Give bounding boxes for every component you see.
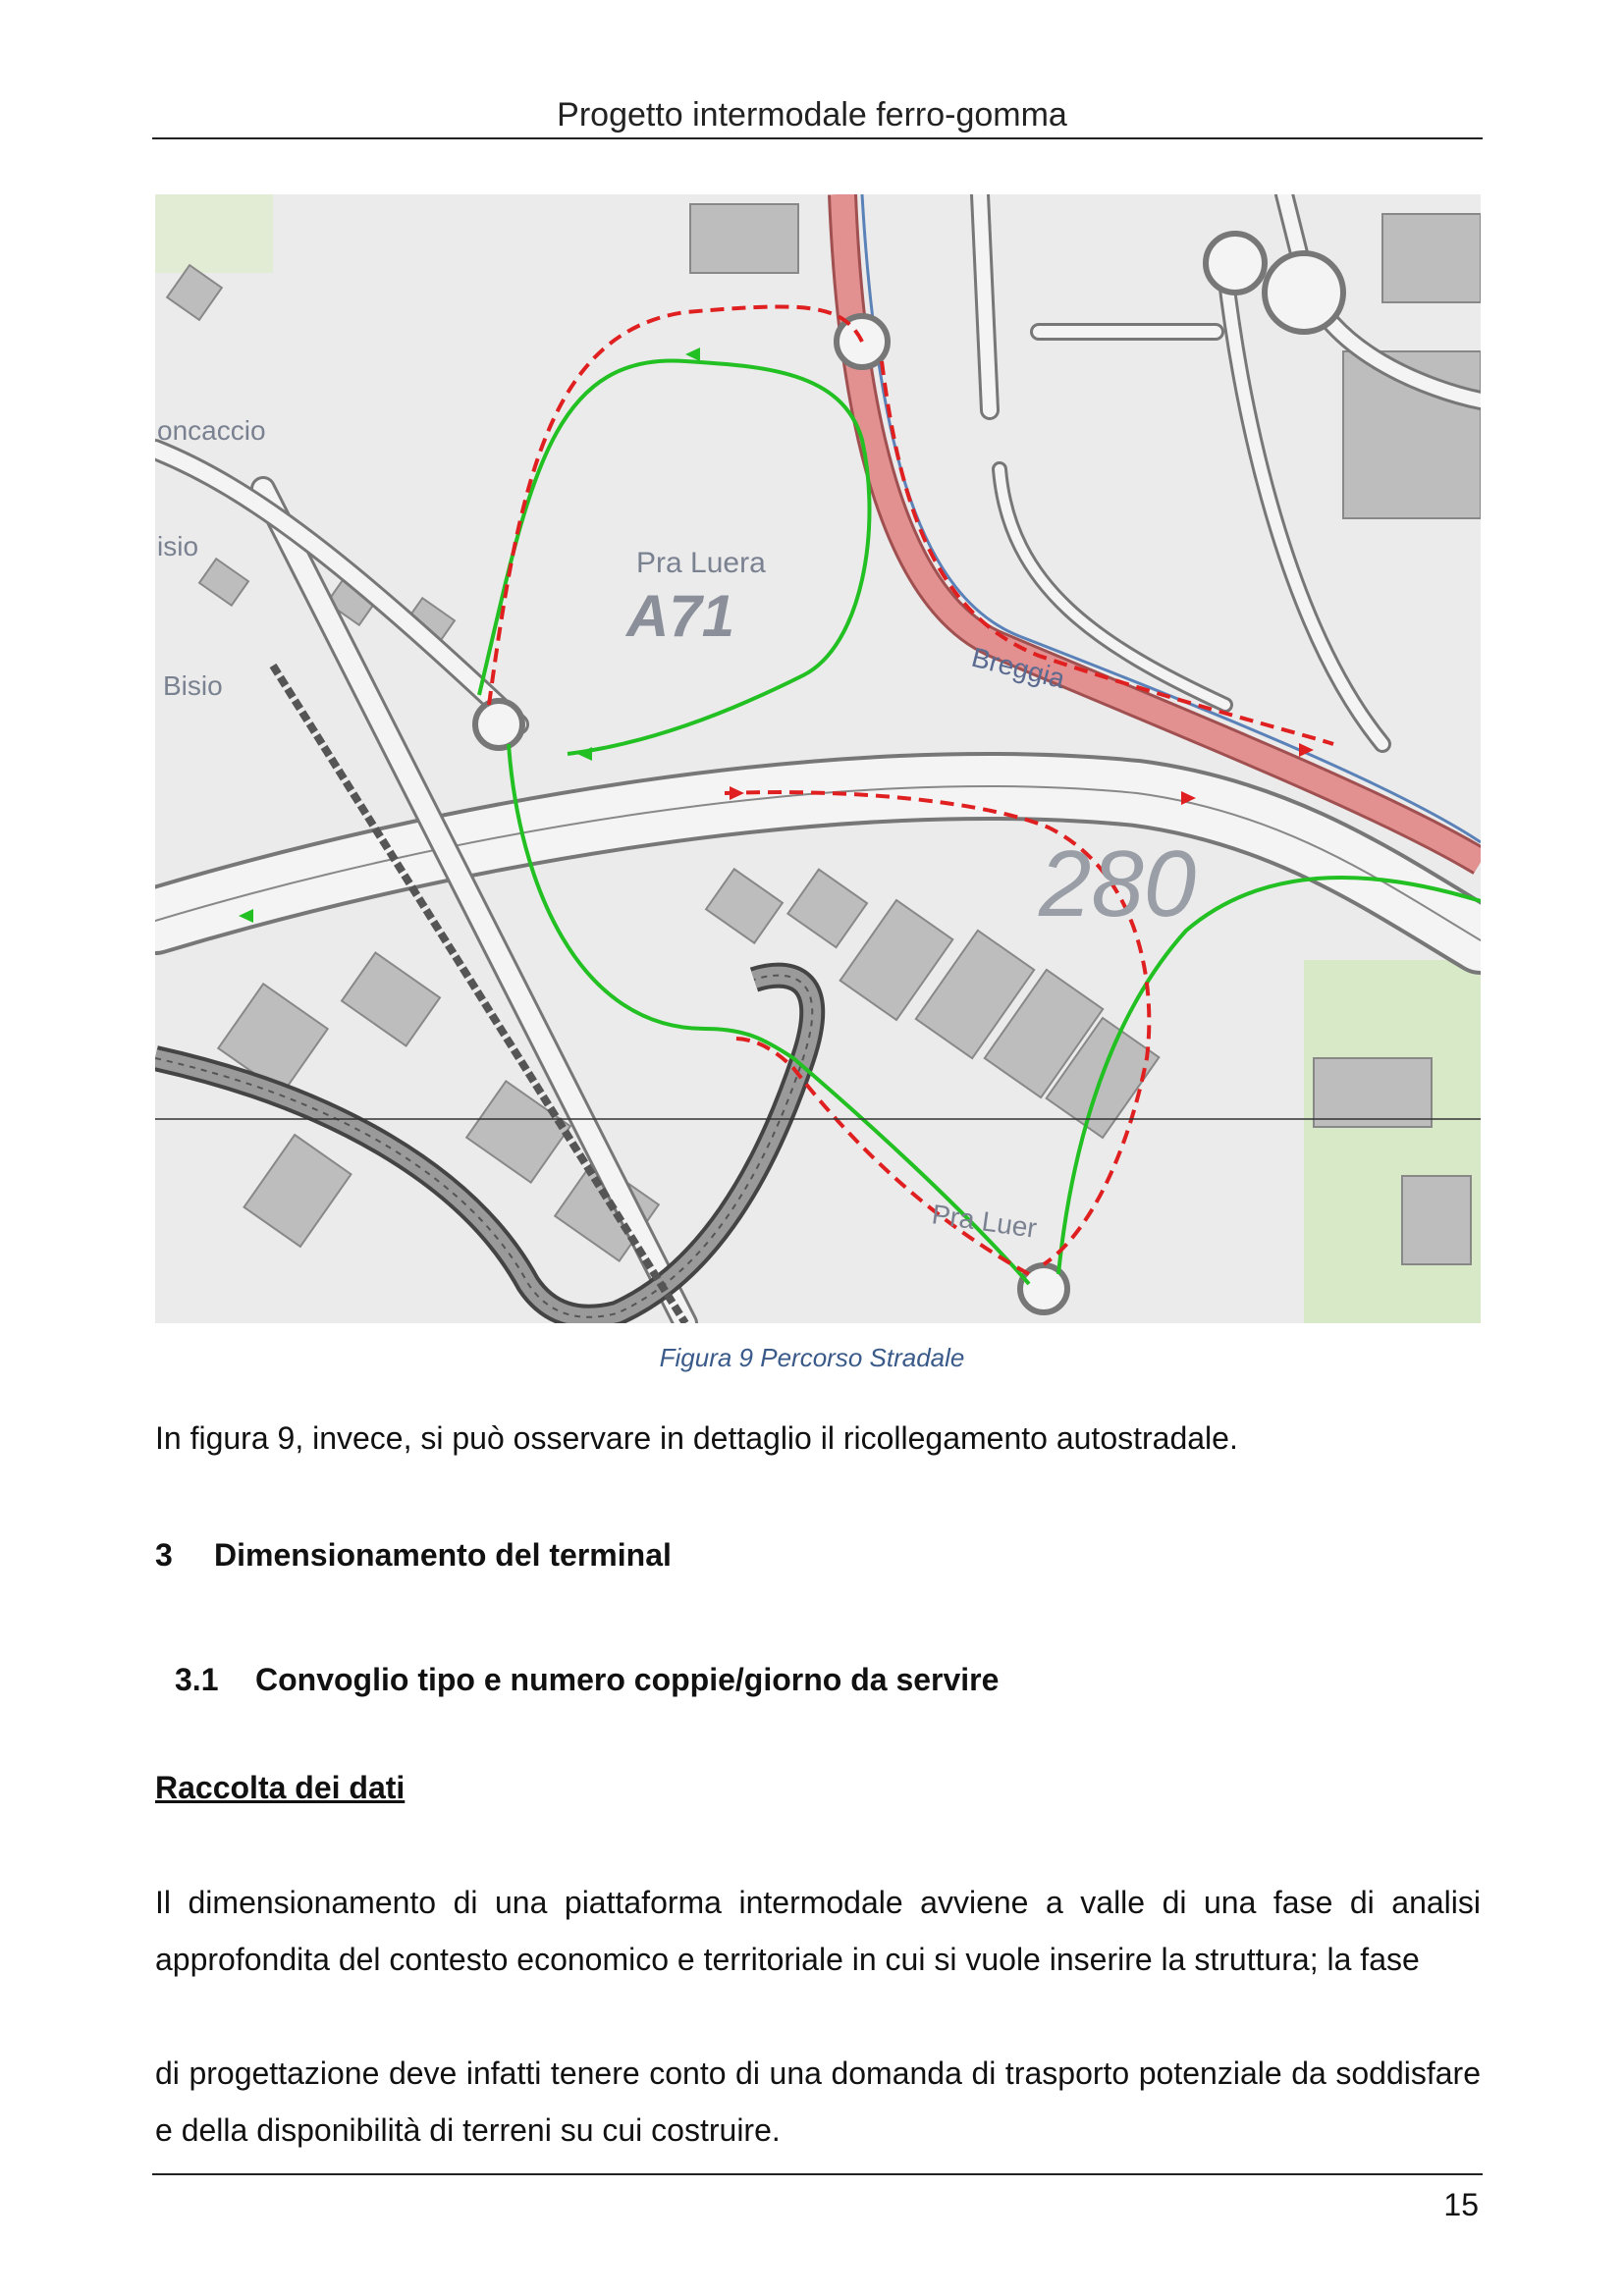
subsection-number: 3.1 — [175, 1662, 219, 1697]
road-route-map — [155, 194, 1481, 1323]
map-label-pra-luera-bottom: Pra Luer — [930, 1199, 1039, 1244]
map-label-280: 280 — [1039, 831, 1197, 936]
map-label-a71: A71 — [626, 583, 735, 649]
running-header: Progetto intermodale ferro-gomma — [557, 96, 1067, 133]
header-rule — [152, 137, 1483, 139]
map-label-oncaccio: oncaccio — [157, 415, 266, 446]
section-number: 3 — [155, 1537, 173, 1573]
section-title: Dimensionamento del terminal — [214, 1537, 672, 1573]
intro-paragraph: In figura 9, invece, si può osservare in dettaglio il ricollegamento autostradale. — [155, 1420, 1238, 1456]
map-label-breggia: Breggia — [968, 641, 1068, 695]
subheading: Raccolta dei dati — [155, 1770, 406, 1805]
figure-caption: Figura 9 Percorso Stradale — [659, 1343, 965, 1372]
map-label-isio: isio — [157, 531, 199, 561]
map-label-pra-luera-top: Pra Luera — [636, 547, 766, 579]
subsection-heading — [175, 1662, 999, 1698]
footer-rule — [152, 2173, 1483, 2175]
section-heading — [155, 1537, 672, 1574]
map-label-bisio: Bisio — [163, 670, 223, 701]
page-number: 15 — [1443, 2187, 1479, 2222]
subsection-title: Convoglio tipo e numero coppie/giorno da servire — [255, 1662, 1000, 1697]
paragraph-a: Il dimensionamento di una piattaforma intermodale avviene a valle di una fase di analisi approfondita del contesto economico e territoriale in cui si vuole inserire la struttura; la fase — [155, 1885, 1481, 1977]
paragraph-b: di progettazione deve infatti tenere conto di una domanda di trasporto potenziale da soddisfare e della disponibilità di terreni su cui costruire. — [155, 2056, 1481, 2148]
